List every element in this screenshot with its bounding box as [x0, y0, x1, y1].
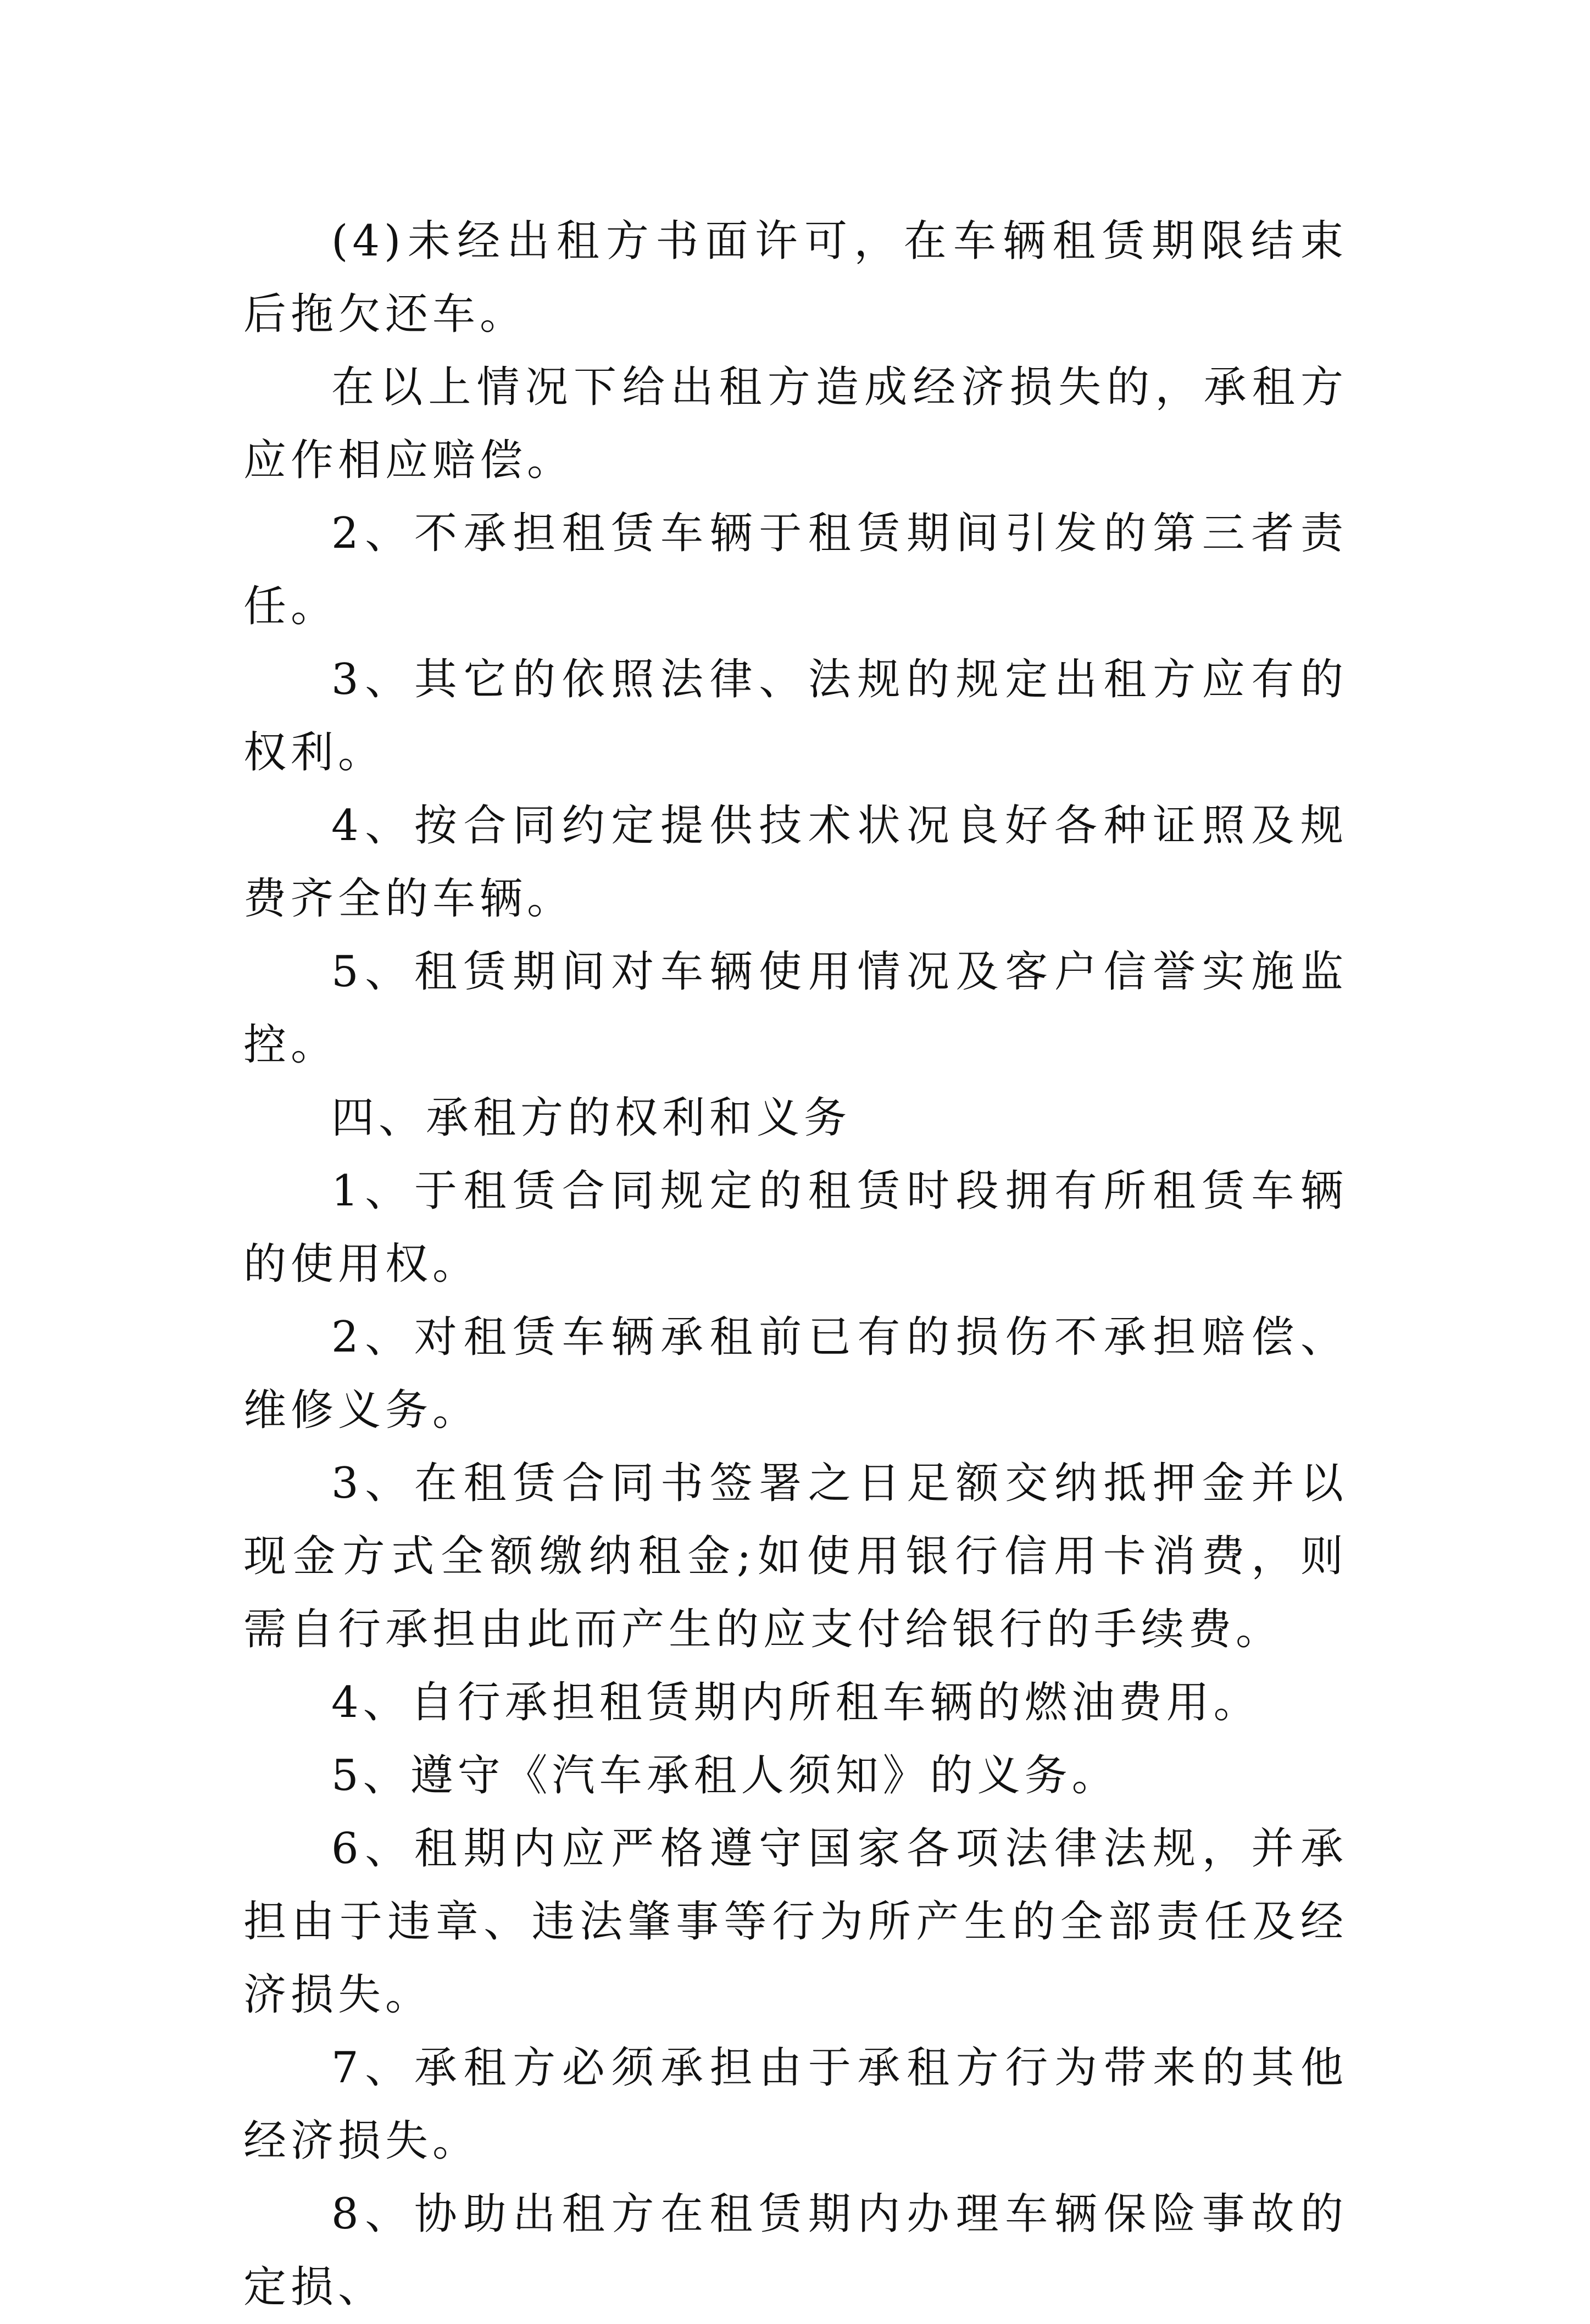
paragraph-compensation: 在以上情况下给出租方造成经济损失的，承租方应作相应赔偿。 — [243, 363, 1348, 485]
document-page — [243, 205, 1348, 2324]
section-heading-lessee-rights: 四、承租方的权利和义务 — [331, 1093, 852, 1143]
paragraph-lessor-item-4: 4、按合同约定提供技术状况良好各种证照及规费齐全的车辆。 — [243, 801, 1348, 924]
paragraph-lessee-item-1: 1、于租赁合同规定的租赁时段拥有所租赁车辆的使用权。 — [243, 1166, 1348, 1289]
paragraph-lessee-item-3: 3、在租赁合同书签署之日足额交纳抵押金并以现金方式全额缴纳租金;如使用银行信用卡消费，则需自行承担由此而产生的应支付给银行的手续费。 — [243, 1459, 1348, 1654]
paragraph-lessor-item-2: 2、不承担租赁车辆于租赁期间引发的第三者责任。 — [243, 509, 1348, 631]
paragraph-lessee-item-7: 7、承租方必须承担由于承租方行为带来的其他经济损失。 — [243, 2043, 1348, 2166]
paragraph-lessee-item-5: 5、遵守《汽车承租人须知》的义务。 — [331, 1751, 1119, 1800]
paragraph-lessor-item-3: 3、其它的依照法律、法规的规定出租方应有的权利。 — [243, 655, 1348, 777]
paragraph-return-clause: (4)未经出租方书面许可，在车辆租赁期限结束后拖欠还车。 — [243, 216, 1348, 339]
paragraph-lessee-item-8: 8、协助出租方在租赁期内办理车辆保险事故的定损、 — [243, 2189, 1348, 2312]
paragraph-lessee-item-4: 4、自行承担租赁期内所租车辆的燃油费用。 — [331, 1678, 1261, 1727]
paragraph-lessee-item-2: 2、对租赁车辆承租前已有的损伤不承担赔偿、维修义务。 — [243, 1313, 1348, 1435]
paragraph-lessee-item-6: 6、租期内应严格遵守国家各项法律法规，并承担由于违章、违法肇事等行为所产生的全部责任及经济损失。 — [243, 1824, 1348, 2020]
paragraph-lessor-item-5: 5、租赁期间对车辆使用情况及客户信誉实施监控。 — [243, 947, 1348, 1070]
